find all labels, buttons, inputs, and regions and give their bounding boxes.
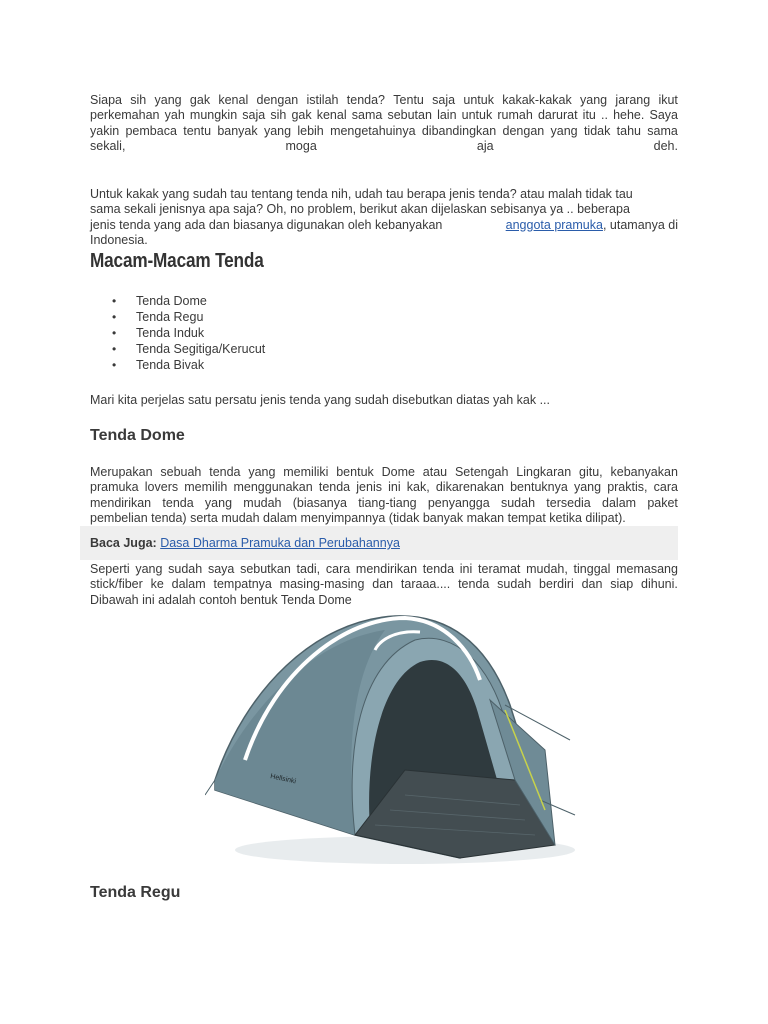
- dome-setup-paragraph: [90, 562, 678, 608]
- para5-line-3: Dibawah ini adalah contoh bentuk Tenda Dome: [90, 592, 352, 607]
- para2-line-3-after: , utamanya di: [602, 217, 678, 232]
- explain-paragraph: [90, 393, 678, 408]
- intro-line-3: yakin pembaca tentu banyak yang lebih mengetahuinya dibandingkan dengan yang tidak tahu sama: [90, 123, 678, 138]
- para5-line-1: Seperti yang sudah saya sebutkan tadi, cara mendirikan tenda ini teramat mudah, tinggal memasang: [90, 562, 678, 576]
- dome-description-paragraph: [90, 465, 678, 527]
- heading-macam-macam-tenda: Macam-Macam Tenda: [90, 250, 264, 272]
- tent-brand-logo: Hellsinki: [269, 773, 297, 786]
- heading-tenda-dome: Tenda Dome: [90, 427, 185, 444]
- list-item: • Tenda Regu: [112, 309, 265, 325]
- para4-line-1: Merupakan sebuah tenda yang memiliki bentuk Dome atau Setengah Lingkaran gitu, kebanyakan: [90, 465, 678, 479]
- intro-line-1: Siapa sih yang gak kenal dengan istilah tenda? Tentu saja untuk kakak-kakak yang jarang ikut: [90, 93, 678, 107]
- anggota-pramuka-link[interactable]: anggota pramuka: [505, 217, 603, 232]
- para4-line-2: pramuka lovers memilih menggunakan tenda jenis ini kak, dikarenakan bentuknya yang praktis, cara: [90, 480, 678, 495]
- baca-juga-link[interactable]: Dasa Dharma Pramuka dan Perubahannya: [160, 536, 400, 550]
- intro-word: moga: [285, 139, 317, 154]
- heading-tenda-regu: Tenda Regu: [90, 884, 181, 901]
- list-item: • Tenda Segitiga/Kerucut: [112, 341, 265, 357]
- tent-types-list: [112, 293, 265, 373]
- para4-line-3: mendirikan tenda yang mudah (biasanya tiang-tiang penyangga sudah tersedia dalam paket: [90, 495, 678, 510]
- para2-line-3: [90, 218, 678, 233]
- para2-line-1: Untuk kakak yang sudah tau tentang tenda nih, udah tau berapa jenis tenda? atau malah tidak tau: [90, 187, 633, 201]
- intro-word: sekali,: [90, 139, 126, 154]
- intro-word: aja: [476, 139, 494, 154]
- para2-line-3-before: jenis tenda yang ada dan biasanya digunakan oleh kebanyakan: [90, 217, 443, 232]
- baca-juga-label: Baca Juga:: [90, 536, 157, 550]
- list-item: • Tenda Induk: [112, 325, 265, 341]
- dome-tent-image: [205, 610, 580, 870]
- para4-line-4: pembelian tenda) serta mudah dalam menyimpannya (tidak banyak makan tempat ketika dilipat).: [90, 511, 626, 526]
- list-item: • Tenda Bivak: [112, 357, 265, 373]
- intro-word: deh.: [653, 139, 678, 154]
- para2-line-4: Indonesia.: [90, 233, 148, 248]
- tent-types-intro-paragraph: [90, 187, 678, 249]
- para3-text: Mari kita perjelas satu persatu jenis tenda yang sudah disebutkan diatas yah kak ...: [90, 393, 550, 407]
- intro-line-4: [90, 139, 678, 154]
- intro-line-2: perkemahan yah mungkin saja sih gak kenal sama sebutan lain untuk rumah darurat itu .. hehe. Saya: [90, 108, 678, 123]
- list-item: • Tenda Dome: [112, 293, 265, 309]
- para2-line-2: sama sekali jenisnya apa saja? Oh, no problem, berikut akan dijelaskan sebisanya ya .. beberapa: [90, 202, 630, 217]
- intro-paragraph: [90, 93, 678, 155]
- para5-line-2: stick/fiber ke dalam tempatnya masing-masing dan taraaa.... tenda sudah berdiri dan siap dihuni.: [90, 577, 678, 592]
- baca-juga-callout: [80, 526, 678, 560]
